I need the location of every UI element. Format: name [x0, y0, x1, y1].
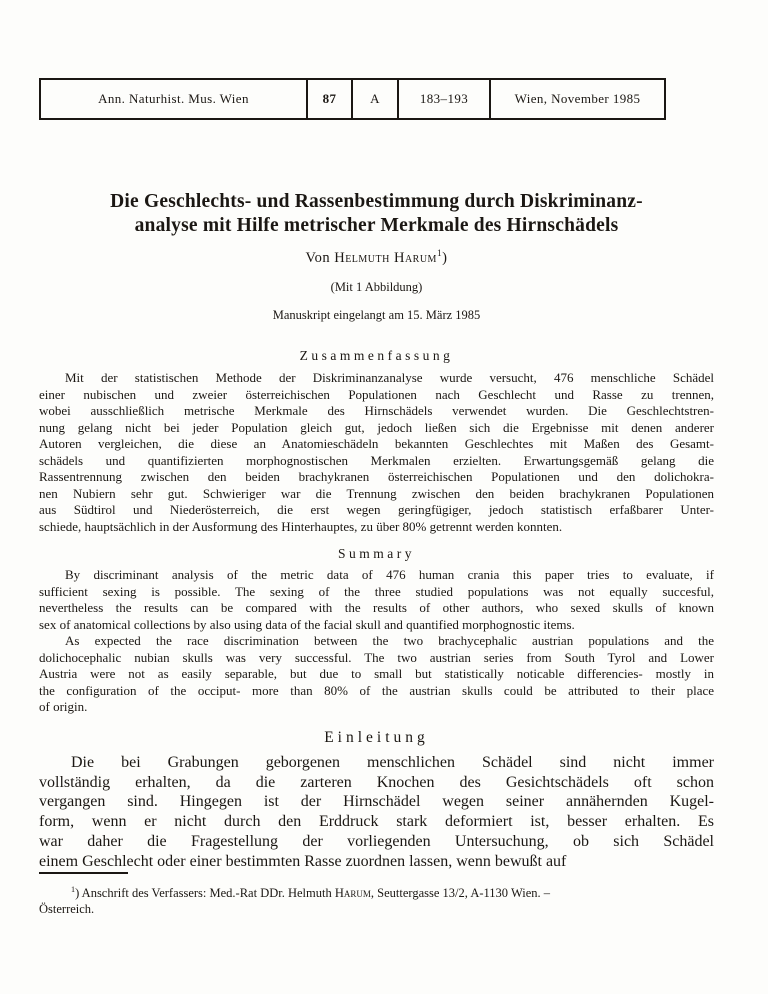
summary-paragraph-1: [39, 567, 714, 633]
text-line: Autoren vergleichen, die diese an Anatomieschädeln bekannten Geschlechtes mit Maßen des Gesamt-: [39, 436, 714, 451]
author-footnote-mark: 1: [436, 249, 443, 260]
journal-name-cell: Ann. Naturhist. Mus. Wien: [98, 91, 249, 106]
footnote-text-pre: ) Anschrift des Verfassers: Med.-Rat DDr. Helmuth: [75, 886, 335, 900]
figure-count-note: (Mit 1 Abbildung): [330, 280, 423, 294]
series-cell: A: [351, 80, 397, 118]
text-line: As expected the race discrimination between the two brachycephalic austrian populations and the: [65, 633, 714, 648]
byline: [39, 250, 714, 267]
summary-paragraph-2: [39, 633, 714, 716]
author-name: Helmuth Harum: [334, 250, 437, 266]
author-footnote-paren: ): [442, 250, 448, 266]
footnote-text-post: , Seuttergasse 13/2, A-1130 Wien. –: [370, 886, 551, 900]
einleitung-paragraph: [39, 753, 714, 871]
footnote-mark: 1: [71, 884, 76, 894]
text-line: Rassentrennung zwischen den beiden brachykranen österreichischen Populationen und den dolichokra-: [39, 469, 714, 484]
text-line: Austria were not as easily separable, but due to small but statistically noticable differencies- mostly in: [39, 666, 714, 681]
text-line: nung gelang nicht bei jeder Population gleich gut, jedoch ließen sich die Ergebnisse mit denen anderer: [39, 419, 714, 435]
summary-heading: Summary: [338, 546, 415, 561]
text-line: nen Nubiern sehr gut. Schwieriger war die Trennung zwischen den beiden brachykranen Populationen: [39, 485, 714, 501]
footnote-author-name: Harum: [334, 886, 371, 900]
manuscript-date-note: Manuskript eingelangt am 15. März 1985: [272, 308, 481, 322]
text-line: the configuration of the occiput- more than 80% of the austrian skulls could be attributed to their place: [39, 682, 714, 698]
text-line: einem Geschlecht oder einer bestimmten Rasse zuordnen lassen, wenn bewußt auf: [39, 852, 567, 870]
text-line: sex of anatomical collections by also using data of the facial skull and quantified morphognostic items.: [39, 616, 575, 632]
text-line: schädels und quantifizierten morphognostischen Merkmalen erzielten. Erwartungsgemäß gelang die: [39, 452, 714, 468]
journal-header-box: [39, 78, 666, 120]
volume-cell: 87: [306, 80, 351, 118]
text-line: Mit der statistischen Methode der Diskriminanzanalyse wurde versucht, 476 menschliche Schädel: [65, 370, 714, 385]
text-line: of origin.: [39, 699, 88, 714]
text-line: dolichocephalic nubian skulls was very successful. The two austrian series from South Tyrol and Lower: [39, 649, 714, 665]
text-line: form, wenn er nicht durch den Erddruck stark deformiert ist, besser erhalten. Es: [39, 813, 714, 831]
text-line: By discriminant analysis of the metric data of 476 human crania this paper tries to evaluate, if: [65, 567, 714, 582]
text-line: vollständig erhalten, da die zarteren Knochen des Gesichtschädels oft schon: [39, 773, 714, 791]
page-range-cell: 183–193: [397, 80, 489, 118]
footnote-line-1: [39, 886, 714, 902]
footnote: [39, 886, 714, 917]
text-line: vergangen sind. Hingegen ist der Hirnschädel wegen seiner annähernden Kugel-: [39, 793, 714, 811]
text-line: war daher die Fragestellung der vorliegenden Untersuchung, ob sich Schädel: [39, 832, 714, 850]
text-line: wobei ausschließlich metrische Merkmale des Hirnschädels verwendet wurden. Die Geschlechtstren-: [39, 403, 714, 418]
text-line: einer nubischen und zweier österreichischen Populationen nach Geschlecht und Rasse zu trennen,: [39, 386, 714, 402]
zusammenfassung-heading: Zusammenfassung: [299, 348, 454, 363]
text-line: nevertheless the results can be compared with the results of other authors, who sexed skulls of known: [39, 600, 714, 615]
zusammenfassung-paragraph: [39, 370, 714, 535]
article-title: [39, 190, 714, 237]
issue-date-cell: Wien, November 1985: [489, 80, 664, 118]
einleitung-heading: Einleitung: [324, 729, 429, 746]
text-line: sufficient sexing is possible. The sexing of the three studied populations was not equally succesful,: [39, 583, 714, 599]
text-line: schiede, hauptsächlich in der Ausformung des Hinterhauptes, zu über 80% getrennt werden konnten.: [39, 518, 563, 534]
text-line: Die Geschlechts- und Rassenbestimmung durch Diskriminanz-: [110, 191, 643, 212]
footnote-separator-rule: [39, 872, 128, 874]
text-line: aus Südtirol und Niederösterreich, die erst wegen geringfügiger, jedoch statistisch erfaßbarer Unter-: [39, 502, 714, 517]
text-line: Die bei Grabungen geborgenen menschlichen Schädel sind nicht immer: [71, 754, 714, 771]
footnote-line-2: Österreich.: [39, 901, 95, 916]
text-line: analyse mit Hilfe metrischer Merkmale des Hirnschädels: [134, 214, 619, 236]
byline-prefix: Von: [305, 250, 335, 266]
